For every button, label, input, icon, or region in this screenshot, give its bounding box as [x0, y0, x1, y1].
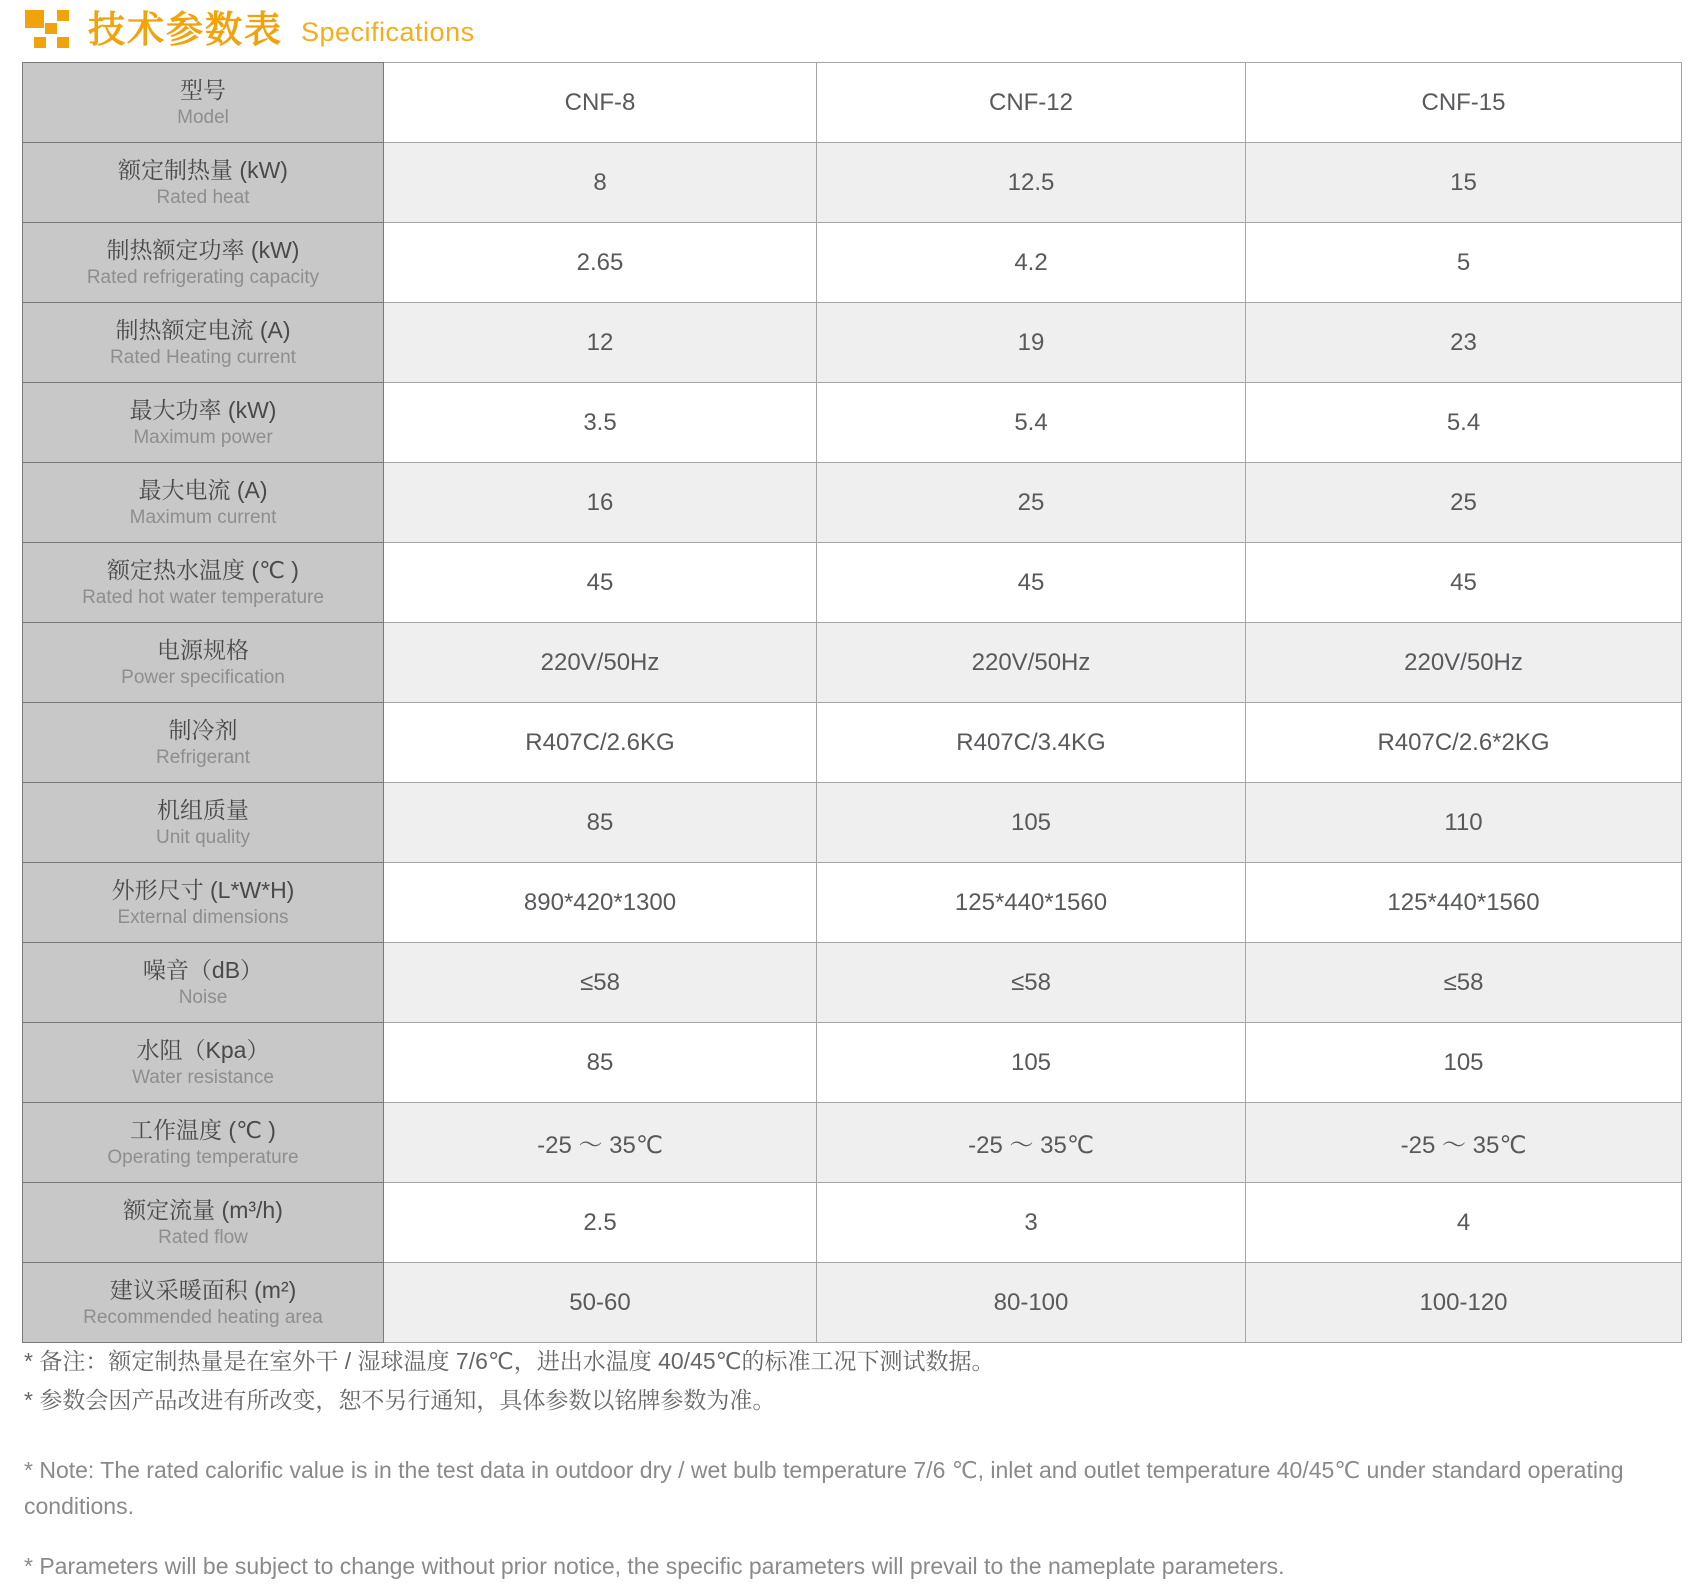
table-row: [23, 1263, 1682, 1343]
row-label-en: Rated heat: [156, 187, 250, 208]
cell-value: 5: [1246, 223, 1682, 303]
cell-value: ≤58: [817, 943, 1246, 1023]
row-label-cn: 外形尺寸 (L*W*H): [111, 877, 295, 903]
row-label-cn: 最大功率 (kW): [129, 397, 277, 423]
cell-value: -25 ～ 35℃: [817, 1103, 1246, 1183]
row-label-en: External dimensions: [117, 907, 289, 928]
cell-value: 110: [1246, 783, 1682, 863]
checker-squares-icon: [24, 8, 70, 50]
cell-value: ≤58: [384, 943, 817, 1023]
row-label: [23, 383, 384, 463]
specifications-table: [22, 62, 1682, 1343]
cell-value: 45: [384, 543, 817, 623]
cell-value: 2.65: [384, 223, 817, 303]
row-label-cn: 建议采暖面积 (m²): [109, 1277, 297, 1303]
table-row: [23, 463, 1682, 543]
cell-value: 105: [1246, 1023, 1682, 1103]
cell-value: 50-60: [384, 1263, 817, 1343]
cell-value: R407C/2.6*2KG: [1246, 703, 1682, 783]
cell-value: ≤58: [1246, 943, 1682, 1023]
row-label: [23, 463, 384, 543]
note-cn-1: * 备注：额定制热量是在室外干 / 湿球温度 7/6℃，进出水温度 40/45℃的标准工况下测试数据。: [24, 1348, 995, 1374]
model-header-row: [23, 63, 1682, 143]
cell-value: 23: [1246, 303, 1682, 383]
row-label-cn: 噪音（dB）: [142, 957, 264, 983]
row-label-cn: 型号: [180, 77, 226, 103]
cell-value: R407C/3.4KG: [817, 703, 1246, 783]
cell-value: R407C/2.6KG: [384, 703, 817, 783]
cell-value: 105: [817, 783, 1246, 863]
cell-value: 4.2: [817, 223, 1246, 303]
row-label: [23, 143, 384, 223]
cell-value: 3.5: [384, 383, 817, 463]
note-cn-2: * 参数会因产品改进有所改变，恕不另行通知，具体参数以铭牌参数为准。: [24, 1387, 776, 1413]
row-label: [23, 863, 384, 943]
table-row: [23, 543, 1682, 623]
cell-value: 5.4: [817, 383, 1246, 463]
model-header-label: [23, 63, 384, 143]
row-label-en: Power specification: [121, 667, 285, 688]
cell-value: 8: [384, 143, 817, 223]
cell-value: 12: [384, 303, 817, 383]
table-row: [23, 1023, 1682, 1103]
cell-value: 80-100: [817, 1263, 1246, 1343]
cell-value: 125*440*1560: [1246, 863, 1682, 943]
cell-value: 16: [384, 463, 817, 543]
cell-value: 220V/50Hz: [1246, 623, 1682, 703]
cell-value: -25 ～ 35℃: [384, 1103, 817, 1183]
row-label-cn: 最大电流 (A): [138, 477, 268, 503]
cell-value: 85: [384, 1023, 817, 1103]
table-row: [23, 223, 1682, 303]
page-title-en: Specifications: [301, 17, 475, 47]
cell-value: 3: [817, 1183, 1246, 1263]
note-en-2: * Parameters will be subject to change without prior notice, the specific parameters will prevail to the nameplate parameters.: [24, 1553, 1285, 1579]
row-label: [23, 783, 384, 863]
row-label: [23, 703, 384, 783]
row-label-en: Maximum power: [133, 427, 273, 448]
cell-value: 15: [1246, 143, 1682, 223]
row-label-cn: 电源规格: [157, 637, 249, 663]
row-label: [23, 1263, 384, 1343]
row-label-cn: 制热额定电流 (A): [115, 317, 291, 343]
row-label-cn: 机组质量: [157, 797, 249, 823]
cell-value: 890*420*1300: [384, 863, 817, 943]
model-name-cell: CNF-15: [1246, 63, 1682, 143]
row-label-cn: 工作温度 (℃ ): [130, 1117, 276, 1143]
cell-value: 25: [817, 463, 1246, 543]
row-label-cn: 额定流量 (m³/h): [123, 1197, 283, 1223]
row-label-cn: 水阻（Kpa）: [136, 1037, 270, 1063]
table-row: [23, 783, 1682, 863]
cell-value: 125*440*1560: [817, 863, 1246, 943]
table-row: [23, 1103, 1682, 1183]
row-label-en: Water resistance: [132, 1067, 274, 1088]
row-label-cn: 制热额定功率 (kW): [106, 237, 300, 263]
cell-value: 19: [817, 303, 1246, 383]
note-en-1: * Note: The rated calorific value is in the test data in outdoor dry / wet bulb temperature 7/6 ℃, inlet and outlet temperature 40/45℃ under standard operating conditions.: [24, 1457, 1624, 1519]
cell-value: 4: [1246, 1183, 1682, 1263]
table-row: [23, 303, 1682, 383]
table-row: [23, 143, 1682, 223]
row-label-en: Recommended heating area: [83, 1307, 323, 1328]
cell-value: 45: [1246, 543, 1682, 623]
row-label-en: Refrigerant: [156, 747, 250, 768]
cell-value: 5.4: [1246, 383, 1682, 463]
row-label: [23, 1023, 384, 1103]
row-label-en: Maximum current: [129, 507, 277, 528]
table-row: [23, 1183, 1682, 1263]
row-label-en: Unit quality: [156, 827, 250, 848]
cell-value: -25 ～ 35℃: [1246, 1103, 1682, 1183]
row-label-en: Noise: [178, 987, 228, 1008]
cell-value: 85: [384, 783, 817, 863]
row-label-en: Rated Heating current: [110, 347, 296, 368]
row-label: [23, 1183, 384, 1263]
row-label-en: Rated flow: [158, 1227, 248, 1248]
row-label: [23, 623, 384, 703]
table-row: [23, 383, 1682, 463]
section-title: [24, 8, 475, 52]
row-label-cn: 制冷剂: [168, 717, 238, 743]
row-label-cn: 额定制热量 (kW): [118, 157, 288, 183]
cell-value: 25: [1246, 463, 1682, 543]
row-label: [23, 303, 384, 383]
table-row: [23, 863, 1682, 943]
cell-value: 105: [817, 1023, 1246, 1103]
row-label-en: Operating temperature: [107, 1147, 299, 1168]
cell-value: 220V/50Hz: [817, 623, 1246, 703]
row-label-en: Rated hot water temperature: [82, 587, 324, 608]
row-label-cn: 额定热水温度 (℃ ): [107, 557, 299, 583]
footnotes-en: [24, 1452, 1684, 1584]
table-row: [23, 623, 1682, 703]
cell-value: 45: [817, 543, 1246, 623]
table-row: [23, 703, 1682, 783]
cell-value: 100-120: [1246, 1263, 1682, 1343]
cell-value: 220V/50Hz: [384, 623, 817, 703]
spec-table-body: [23, 63, 1682, 1343]
row-label: [23, 543, 384, 623]
cell-value: 12.5: [817, 143, 1246, 223]
footnotes: [24, 1342, 1684, 1584]
table-row: [23, 943, 1682, 1023]
row-label: [23, 223, 384, 303]
cell-value: 2.5: [384, 1183, 817, 1263]
model-name-cell: CNF-8: [384, 63, 817, 143]
page-title-cn: 技术参数表: [88, 9, 283, 50]
row-label: [23, 943, 384, 1023]
model-name-cell: CNF-12: [817, 63, 1246, 143]
row-label-en: Model: [177, 107, 229, 128]
row-label: [23, 1103, 384, 1183]
row-label-en: Rated refrigerating capacity: [86, 267, 320, 288]
